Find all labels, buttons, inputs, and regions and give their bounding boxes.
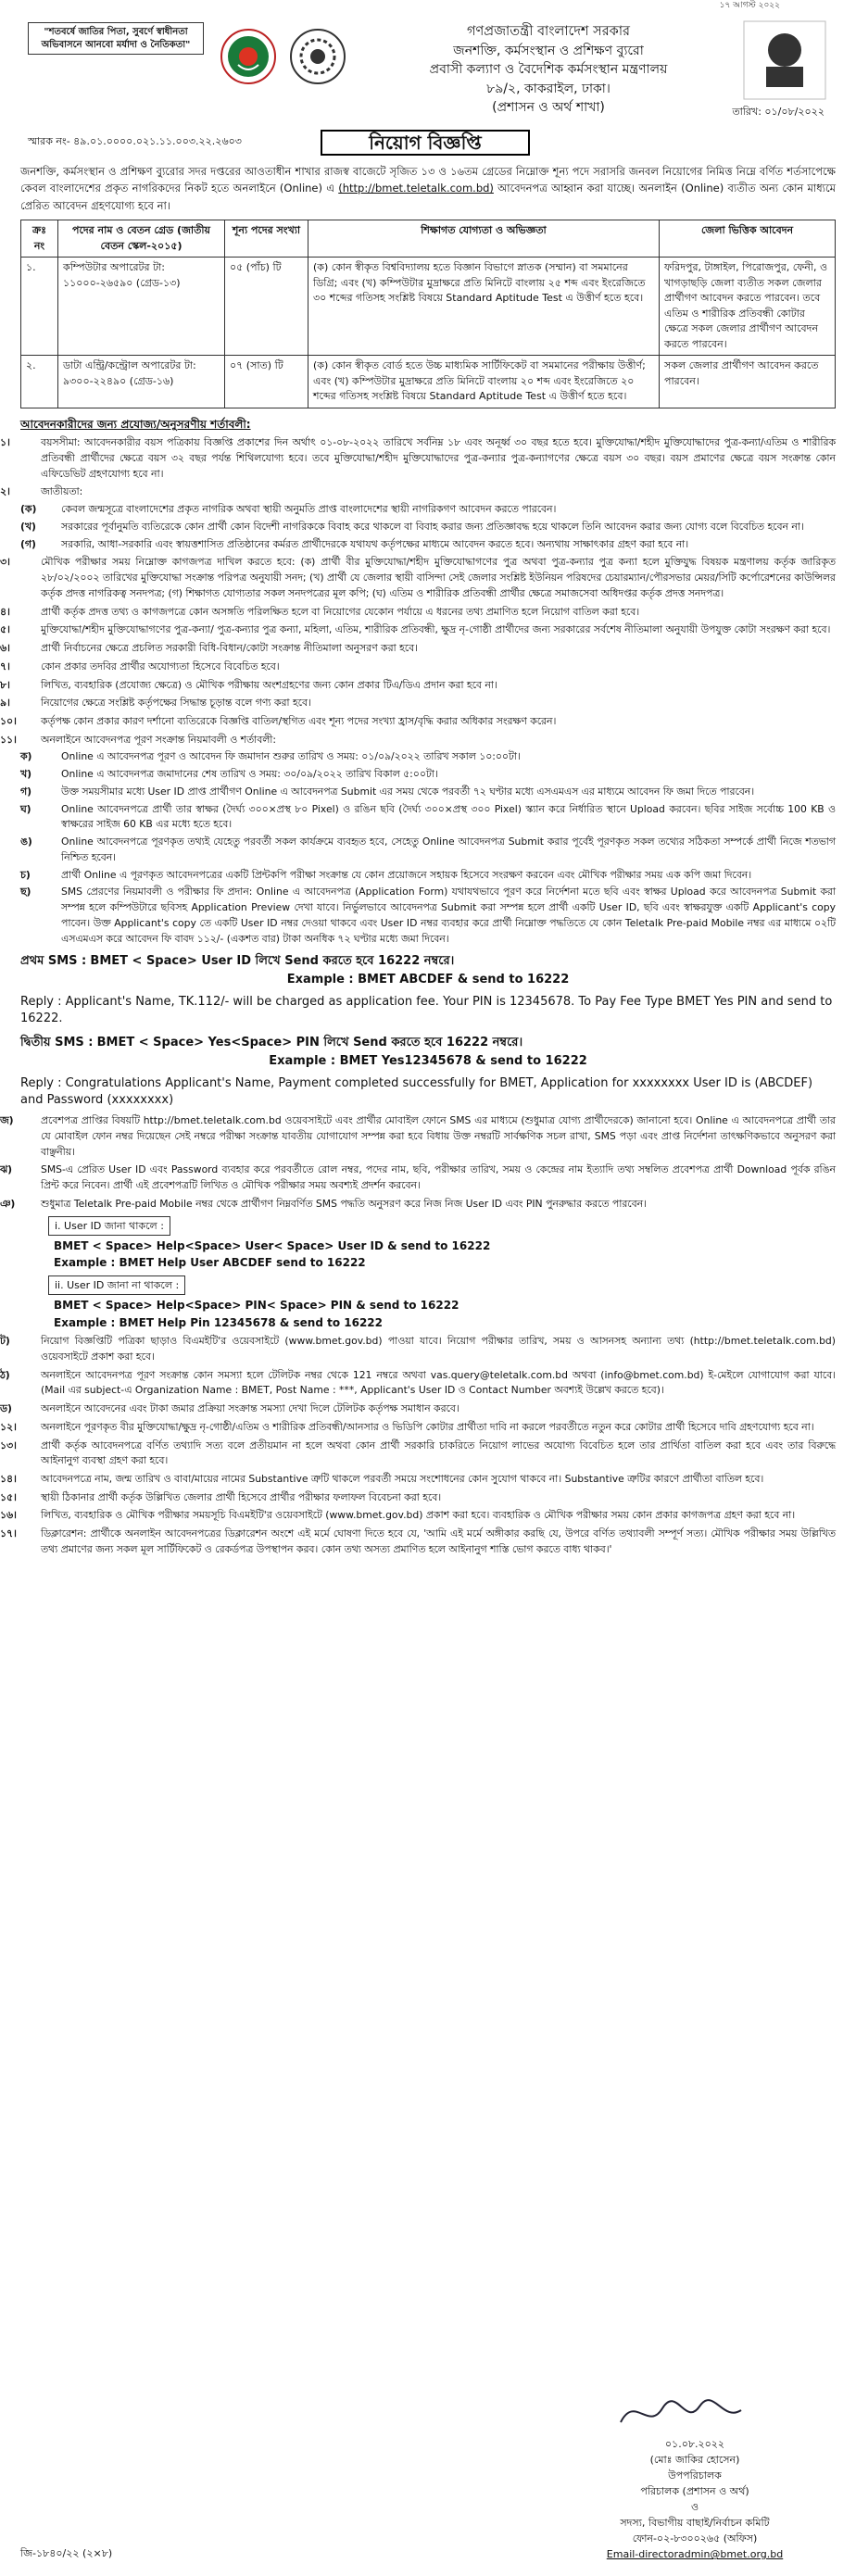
condition-text: শুধুমাত্র Teletalk Pre-paid Mobile নম্বর থেকে প্রার্থীগণ নিম্নবর্ণিত SMS পদ্ধতি অনুসরণ করে নিজ নিজ User ID এবং PIN পুনরুদ্ধার করতে পারবেন। bbox=[41, 1197, 647, 1210]
slogan-box: "শতবর্ষে জাতির পিতা, সুবর্ণে স্বাধীনতা অভিবাসনে আনবো মর্যাদা ও নৈতিকতা" bbox=[28, 22, 204, 55]
cell-post: ডাটা এন্ট্রি/কন্ট্রোল অপারেটর টা: ৯৩০০-২২৪৯০ (গ্রেড-১৬) bbox=[58, 356, 225, 408]
notice-date: তারিখ: ০১/০৮/২০২২ bbox=[732, 106, 825, 118]
condition-item bbox=[20, 537, 836, 553]
help-label-1: i. User ID জানা থাকলে : bbox=[48, 1216, 170, 1236]
condition-item bbox=[0, 605, 836, 621]
condition-number: ঙ) bbox=[20, 836, 32, 848]
condition-text: কেবল জন্মসূত্রে বাংলাদেশের প্রকৃত নাগরিক অথবা স্থায়ী অনুমতি প্রাপ্ত বাংলাদেশের স্থায়ী নাগরিকগণ আবেদন করতে পারবেন। bbox=[61, 503, 557, 516]
condition-item bbox=[0, 696, 836, 711]
condition-item bbox=[20, 785, 836, 800]
cell-sl: ১. bbox=[21, 258, 58, 356]
conditions-list-3 bbox=[0, 1334, 836, 1558]
condition-number: (ক) bbox=[20, 503, 37, 516]
condition-text: আবেদনপত্রে নাম, জন্ম তারিখ ও বাবা/মায়ের নামের Substantive ত্রুটি থাকলে পরবর্তী সময়ে সংশোধনের কোন সুযোগ থাকবে না। Substantive ত্রুটির কারণে প্রার্থীতা বাতিল হবে। bbox=[41, 1472, 764, 1485]
sms-reply-2: Reply : Congratulations Applicant's Name, Payment completed successfully for BMET, Application for xxxxxxxx User ID is (ABCDEF) and Password (xxxxxxxx) bbox=[20, 1075, 813, 1108]
col-qualification: শিক্ষাগত যোগ্যতা ও অভিজ্ঞতা bbox=[308, 220, 660, 258]
signatory-name: (মোঃ জাকির হোসেন) bbox=[649, 2454, 740, 2467]
cell-qualification: (ক) কোন স্বীকৃত বিশ্ববিদ্যালয় হতে বিজ্ঞান বিভাগে স্নাতক (সম্মান) বা সমমানের ডিগ্রি; এবং (খ) কম্পিউটার মুদ্রাক্ষরে প্রতি মিনিটে বাংলায় ২৫ শব্দ এবং ইংরেজিতে ৩০ শব্দের গতিসহ সংশ্লিষ্ট বিষয়ে Standard Aptitude Test এ উত্তীর্ণ হতে হবে। bbox=[308, 258, 660, 356]
condition-number: ঘ) bbox=[20, 802, 31, 815]
condition-number: ১২। bbox=[0, 1420, 17, 1433]
sms-first bbox=[20, 952, 836, 989]
condition-item bbox=[20, 885, 836, 947]
signature-block bbox=[556, 2390, 834, 2562]
condition-number: ২। bbox=[0, 485, 10, 498]
condition-text: Online আবেদনপত্রে পূরণকৃত তথ্যই যেহেতু পরবর্তী সকল কার্যক্রমে ব্যবহৃত হবে, সেহেতু Online আবেদনপত্র Submit করার পূর্বেই পূরণকৃত সকল তথ্যের সঠিকতা সম্পর্কে প্রার্থী নিজে শতভাগ নিশ্চিত হবেন। bbox=[61, 836, 836, 863]
condition-text: অনলাইনে আবেদনপত্র পূরণ সংক্রান্ত নিয়মাবলী ও শর্তাবলী: bbox=[41, 733, 276, 746]
help-line-1: BMET < Space> Help<Space> User< Space> User ID & send to 16222 bbox=[54, 1238, 491, 1252]
footer-code: জি-১৮৪০/২২ (২×৮) bbox=[20, 2547, 113, 2559]
sms-first-cmd: BMET < Space> User ID লিখে Send করতে হবে 16222 নম্বরে। bbox=[90, 954, 455, 969]
conditions-title: আবেদনকারীদের জন্য প্রযোজ্য/অনুসরণীয় শর্তাবলী: bbox=[20, 417, 251, 431]
condition-text: কোন প্রকার তদবির প্রার্থীর অযোগ্যতা হিসেবে বিবেচিত হবে। bbox=[41, 660, 280, 672]
condition-number: ১৩। bbox=[0, 1439, 17, 1451]
condition-text: অনলাইনে পূরণকৃত বীর মুক্তিযোদ্ধা/ক্ষুদ্র নৃ-গোষ্ঠী/এতিম ও শারীরিক প্রতিবন্ধী/আনসার ও ভিডিপি কোটার প্রার্থীতা দাবি না করলে পরবর্তীতে নতুন করে কোটার প্রার্থী হিসেবে দাবি গ্রহণযোগ্য হবে না। bbox=[41, 1420, 814, 1433]
intro-text2: আবেদনপত্র আহ্বান করা যাচ্ছে। অনলাইন (Online) ব্যতীত অন্য কোন মাধ্যমে প্রেরিত আবেদন গ্রহণযোগ্য হবে না। bbox=[20, 182, 837, 212]
cell-qualification: (ক) কোন স্বীকৃত বোর্ড হতে উচ্চ মাধ্যমিক সার্টিফিকেট বা সমমানের পরীক্ষায় উত্তীর্ণ; এবং (খ) কম্পিউটার মুদ্রাক্ষরে প্রতি মিনিটে বাংলায় ২০ শব্দ এবং ইংরেজিতে ২০ শব্দের গতিসহ সংশ্লিষ্ট বিষয়ে Standard Aptitude Test এ উত্তীর্ণ হতে হবে। bbox=[308, 356, 660, 408]
table-row bbox=[21, 258, 836, 356]
col-vacancy: শূন্য পদের সংখ্যা bbox=[225, 220, 308, 258]
condition-item bbox=[0, 1162, 836, 1193]
condition-item bbox=[20, 835, 836, 865]
notice-title: নিয়োগ বিজ্ঞপ্তি bbox=[321, 130, 530, 156]
help-example-2: Example : BMET Help Pin 12345678 & send to 16222 bbox=[54, 1315, 383, 1329]
condition-text: সরকারি, আধা-সরকারি এবং স্বায়ত্তশাসিত প্রতিষ্ঠানের কর্মরত প্রার্থীদেরকে যথাযথ কর্তৃপক্ষের মাধ্যমে আবেদন করতে হবে। অন্যথায় সাক্ষাৎকার গ্রহণ করা হবে না। bbox=[61, 537, 689, 550]
condition-number: ঝ) bbox=[0, 1163, 13, 1176]
intro-link[interactable]: (http://bmet.teletalk.com.bd) bbox=[338, 182, 494, 195]
cell-vacancy: ০৭ (সাত) টি bbox=[225, 356, 308, 408]
condition-text: জাতীয়তা: bbox=[41, 485, 83, 498]
signature-date: ০১.০৮.২০২২ bbox=[664, 2438, 725, 2450]
condition-number: জ) bbox=[0, 1114, 14, 1127]
mujib-centenary-logo-icon bbox=[743, 20, 826, 100]
condition-number: ঠ) bbox=[0, 1368, 10, 1381]
header-titles bbox=[354, 22, 743, 117]
condition-text: SMS প্রেরণের নিয়মাবলী ও পরীক্ষার ফি প্রদান: Online এ আবেদনপত্র (Application Form) যথাযথভাবে পূরণ করে নির্দেশনা মতে ছবি এবং স্বাক্ষর Upload করে আবেদনপত্র Submit করা সম্পন্ন হলে কম্পিউটারে ছবিসহ Application Preview দেখা যাবে। নির্ভুলভাবে আবেদনপত্র Submit করা সম্পন্ন হলে প্রার্থী একটি User ID, ছবি এবং স্বাক্ষরযুক্ত একটি Applicant's copy পাবেন। উক্ত Applicant's copy তে একটি User ID নম্বর দেওয়া থাকবে এবং User ID নম্বর ব্যবহার করে প্রার্থী নিম্নোক্ত পদ্ধতিতে যে কোন Teletalk Pre-paid Mobile নম্বর এর মাধ্যমে ০২টি এসএমএস করে আবেদন ফি বাবদ ১১২/- (একশত বার) টাকা অনধিক ৭২ ঘণ্টার মধ্যে জমা দিবেন। bbox=[61, 886, 836, 945]
sms-second bbox=[20, 1034, 836, 1071]
condition-text: নিয়োগের ক্ষেত্রে সংশ্লিষ্ট কর্তৃপক্ষের সিদ্ধান্ত চূড়ান্ত বলে গণ্য করা হবে। bbox=[41, 697, 311, 710]
col-sl: ক্রঃ নং bbox=[21, 220, 58, 258]
condition-item bbox=[0, 1527, 836, 1557]
conditions-list bbox=[0, 435, 836, 947]
condition-item bbox=[20, 502, 836, 518]
condition-number: ১১। bbox=[0, 733, 17, 746]
cell-district: সকল জেলার প্রার্থীগণ আবেদন করতে পারবেন। bbox=[660, 356, 836, 408]
sms-second-example: Example : BMET Yes12345678 & send to 16222 bbox=[269, 1054, 587, 1069]
col-district: জেলা ভিত্তিক আবেদন bbox=[660, 220, 836, 258]
condition-number: ৭। bbox=[0, 660, 10, 672]
condition-item bbox=[0, 641, 836, 657]
table-header-row bbox=[21, 220, 836, 258]
condition-item bbox=[0, 678, 836, 694]
memo-number: স্মারক নং- ৪৯.০১.০০০০.০২১.১১.০০৩.২২.২৬০৩ bbox=[28, 135, 242, 147]
condition-text: লিখিত, ব্যবহারিক (প্রযোজ্য ক্ষেত্রে) ও মৌখিক পরীক্ষায় অংশগ্রহণের জন্য কোন প্রকার টিএ/ডিএ প্রদান করা হবে না। bbox=[41, 678, 497, 691]
intro-text: জনশক্তি, কর্মসংস্থান ও প্রশিক্ষণ ব্যুরোর সদর দপ্তরের আওতাধীন শাখার রাজস্ব বাজেটে সৃজিত ১৩ ও ১৬তম গ্রেডের নিম্নোক্ত শূন্য পদে সরাসরি জনবল নিয়োগের নিমিত্ত নিম্নে বর্ণিত শর্তসাপেক্ষে কেবল বাংলাদেশের প্রকৃত নাগরিকদের নিকট হতে অনলাইনে (Online) এ bbox=[20, 165, 836, 195]
sms-second-label: দ্বিতীয় SMS : bbox=[20, 1036, 94, 1050]
condition-item bbox=[0, 555, 836, 601]
condition-item bbox=[0, 1401, 836, 1417]
help-line-2: BMET < Space> Help<Space> PIN< Space> PIN & send to 16222 bbox=[54, 1298, 459, 1312]
help-section bbox=[20, 1213, 836, 1331]
condition-text: প্রার্থী নির্বাচনের ক্ষেত্রে প্রচলিত সরকারী বিধি-বিধান/কোটা সংক্রান্ত নীতিমালা অনুসরণ করা হবে। bbox=[41, 642, 418, 655]
sms-first-label: প্রথম SMS : bbox=[20, 954, 87, 969]
condition-number: ক) bbox=[20, 750, 32, 763]
signatory-committee: সদস্য, বিভাগীয় বাছাই/নির্বাচন কমিটি bbox=[620, 2517, 770, 2530]
signatory-and: ও bbox=[690, 2501, 699, 2514]
condition-item bbox=[0, 1368, 836, 1399]
help-example-1: Example : BMET Help User ABCDEF send to 16222 bbox=[54, 1256, 366, 1270]
condition-item bbox=[0, 1113, 836, 1160]
condition-item bbox=[0, 1420, 836, 1436]
condition-number: ৮। bbox=[0, 678, 10, 691]
bureau-name: জনশক্তি, কর্মসংস্থান ও প্রশিক্ষণ ব্যুরো bbox=[453, 44, 644, 59]
condition-text: মুক্তিযোদ্ধা/শহীদ মুক্তিযোদ্ধাগণের পুত্র-কন্যা/ পুত্র-কন্যার পুত্র কন্যা, মহিলা, এতিম, শারীরিক প্রতিবন্ধী, ক্ষুদ্র নৃ-গোষ্ঠী প্রার্থীদের জন্য সরকারের সর্বশেষ নীতিমালা অনুযায়ী উপযুক্ত কোটা সংরক্ষণ করা হবে। bbox=[41, 623, 831, 636]
condition-item bbox=[0, 1490, 836, 1506]
conditions-list-2 bbox=[0, 1113, 836, 1212]
condition-number: ৯। bbox=[0, 697, 10, 710]
condition-text: বয়সসীমা: আবেদনকারীর বয়স পত্রিকায় বিজ্ঞপ্তি প্রকাশের দিন অর্থাৎ ০১-০৮-২০২২ তারিখে সর্বনিম্ন ১৮ এবং অনূর্ধ্ব ৩০ বছর হতে হবে। মুক্তিযোদ্ধা/শহীদ মুক্তিযোদ্ধাদের পুত্র-কন্যা/এতিম ও শারীরিক প্রতিবন্ধী প্রার্থীদের ক্ষেত্রে বয়স ৩২ বছর পর্যন্ত শিথিলযোগ্য হবে। তবে মুক্তিযোদ্ধা/শহীদ মুক্তিযোদ্ধাদের পুত্র-কন্যার পুত্র-কন্যাগণের ক্ষেত্রে বয়স ৩০ বছর। বয়স প্রমাণের ক্ষেত্রে বয়স সংক্রান্ত কোন এফিডেভিট গ্রহণযোগ্য হবে না। bbox=[41, 436, 836, 480]
condition-text: সরকারের পূর্বানুমতি ব্যতিরেকে কোন প্রার্থী কোন বিদেশী নাগরিককে বিবাহ করে থাকলে বা বিবাহ করার জন্য প্রতিজ্ঞাবদ্ধ হয়ে থাকলে তিনি আবেদন করার জন্য যোগ্য বলে বিবেচিত হবেন না। bbox=[61, 520, 804, 533]
condition-item bbox=[20, 749, 836, 765]
condition-item bbox=[0, 622, 836, 638]
sms-first-example: Example : BMET ABCDEF & send to 16222 bbox=[286, 973, 570, 987]
cell-post: কম্পিউটার অপারেটর টা: ১১০০০-২৬৫৯০ (গ্রেড-১৩) bbox=[58, 258, 225, 356]
condition-item bbox=[20, 802, 836, 833]
vacancy-table bbox=[20, 220, 836, 408]
condition-text: প্রার্থী Online এ পূরণকৃত আবেদনপত্রের একটি প্রিন্টকপি পরীক্ষা সংক্রান্ত যে কোন প্রয়োজনে সহায়ক হিসেবে সংরক্ষণ করবেন এবং মৌখিক পরীক্ষার সময় এক কপি জমা দিবেন। bbox=[61, 868, 752, 881]
condition-number: ড) bbox=[0, 1402, 12, 1415]
notice-header bbox=[20, 11, 836, 159]
condition-number: ১৪। bbox=[0, 1472, 17, 1485]
table-row bbox=[21, 356, 836, 408]
condition-text: লিখিত, ব্যবহারিক ও মৌখিক পরীক্ষার সময়সূচি বিএমইটি'র ওয়েবসাইটে (www.bmet.gov.bd) প্রকাশ করা হবে। ব্যবহারিক ও মৌখিক পরীক্ষার সময় কোন প্রকার কাগজপত্র গ্রহণ করা হবে না। bbox=[41, 1509, 796, 1522]
condition-text: নিয়োগ বিজ্ঞপ্তিটি পত্রিকা ছাড়াও বিএমইটি'র ওয়েবসাইটে (www.bmet.gov.bd) পাওয়া যাবে। নিয়োগ পরীক্ষার তারিখ, সময় ও আসনসহ অন্যান্য তথ্য (http://bmet.teletalk.com.bd) ওয়েবসাইটে প্রকাশ করা হবে। bbox=[41, 1335, 836, 1363]
condition-number: ১৭। bbox=[0, 1527, 17, 1540]
cell-district: ফরিদপুর, টাঙ্গাইল, পিরোজপুর, ফেনী, ও খাগড়াছড়ি জেলা ব্যতীত সকল জেলার প্রার্থীগণ আবেদন করতে পারবেন। তবে এতিম ও শারীরিক প্রতিবন্ধী কোটার ক্ষেত্রে সকল জেলার প্রার্থীগণ আবেদন করতে পারবেন। bbox=[660, 258, 836, 356]
condition-text: প্রবেশপত্র প্রাপ্তির বিষয়টি http://bmet.teletalk.com.bd ওয়েবসাইটে এবং প্রার্থীর মোবাইল ফোনে SMS এর মাধ্যমে (শুধুমাত্র যোগ্য প্রার্থীদেরকে) জানানো হবে। Online এ আবেদনপত্রে প্রার্থী তার যে মোবাইল ফোন নম্বর দিয়েছেন সেই নম্বরে পরীক্ষা সংক্রান্ত যাবতীয় যোগাযোগ সম্পন্ন করা হবে বিধায় উক্ত নম্বরটি সার্বক্ষণিক সচল রাখা, SMS পড়া এবং প্রাপ্ত নির্দেশনা তাৎক্ষণিকভাবে অনুসরণ করা বাঞ্ছনীয়। bbox=[41, 1114, 836, 1158]
condition-text: কর্তৃপক্ষ কোন প্রকার কারণ দর্শানো ব্যতিরেকে বিজ্ঞপ্তি বাতিল/স্থগিত এবং শূন্য পদের সংখ্যা হ্রাস/বৃদ্ধি করার অধিকার সংরক্ষণ করেন। bbox=[41, 715, 557, 728]
top-strip bbox=[20, 0, 836, 11]
condition-text: Online এ আবেদনপত্র জমাদানের শেষ তারিখ ও সময়: ৩০/০৯/২০২২ তারিখ বিকাল ৫:০০টা। bbox=[61, 768, 438, 781]
col-post: পদের নাম ও বেতন গ্রেড (জাতীয় বেতন স্কেল-২০১৫) bbox=[58, 220, 225, 258]
condition-text: SMS-এ প্রেরিত User ID এবং Password ব্যবহার করে পরবর্তীতে রোল নম্বর, পদের নাম, ছবি, পরীক্ষার তারিখ, সময় ও কেন্দ্রের নাম ইত্যাদি তথ্য সম্বলিত প্রবেশপত্র প্রার্থী Download পূর্বক রঙিন প্রিন্ট করে নিবেন। প্রার্থী এই প্রবেশপত্রটি লিখিত ও মৌখিক পরীক্ষার সময় অবশ্যই প্রদর্শন করবেন। bbox=[41, 1163, 836, 1192]
condition-number: ১৫। bbox=[0, 1490, 17, 1503]
condition-text: Online আবেদনপত্রে প্রার্থী তার স্বাক্ষর (দৈর্ঘ্য ৩০০×প্রস্থ ৮০ Pixel) ও রঙিন ছবি (দৈর্ঘ্য ৩০০×প্রস্থ ৩০০ Pixel) স্ক্যান করে নির্ধারিত স্থানে Upload করবেন। ছবির সাইজ সর্বোচ্চ 100 KB ও স্বাক্ষরের সাইজ 60 KB এর মধ্যে হতে হবে। bbox=[61, 802, 836, 831]
address: ৮৯/২, কাকরাইল, ঢাকা। bbox=[486, 81, 611, 96]
condition-text: ডিক্লারেশন: প্রার্থীকে অনলাইন আবেদনপত্রের ডিক্লারেশন অংশে এই মর্মে ঘোষণা দিতে হবে যে, 'আমি এই মর্মে অঙ্গীকার করছি যে, উপরে বর্ণিত তথ্যাবলী সম্পূর্ণ সত্য। মৌখিক পরীক্ষার সময় উল্লিখিত তথ্য প্রমাণের জন্য সকল মূল সার্টিফিকেট ও রেকর্ডপত্র উপস্থাপন করব। কোন তথ্য অসত্য প্রমাণিত হলে আইনানুগ শাস্তি ভোগ করতে বাধ্য থাকব।' bbox=[41, 1527, 836, 1555]
condition-text: Online এ আবেদনপত্র পূরণ ও আবেদন ফি জমাদান শুরুর তারিখ ও সময়: ০১/০৯/২০২২ তারিখ সকাল ১০:০০টা। bbox=[61, 750, 521, 763]
ministry-name: প্রবাসী কল্যাণ ও বৈদেশিক কর্মসংস্থান মন্ত্রণালয় bbox=[429, 62, 668, 78]
condition-item bbox=[0, 1472, 836, 1488]
condition-text: অনলাইনে আবেদনের এবং টাকা জমার প্রক্রিয়া সংক্রান্ত সমস্যা দেখা দিলে টেলিটক কর্তৃপক্ষ সমাধান করবে। bbox=[41, 1402, 459, 1415]
condition-number: ৪। bbox=[0, 605, 10, 618]
condition-number: ঞ) bbox=[0, 1197, 16, 1210]
condition-number: চ) bbox=[20, 868, 31, 881]
condition-number: (খ) bbox=[20, 520, 36, 533]
sms-reply-1: Reply : Applicant's Name, TK.112/- will be charged as application fee. Your PIN is 12345678. To Pay Fee Type BMET Yes PIN and send to 16222. bbox=[20, 994, 833, 1026]
government-seal-icon bbox=[220, 28, 277, 85]
signatory-title: উপপরিচালক bbox=[668, 2469, 722, 2482]
condition-number: ৬। bbox=[0, 642, 10, 655]
condition-text: প্রার্থী কর্তৃক প্রদত্ত তথ্য ও কাগজপত্রে কোন অসঙ্গতি পরিলক্ষিত হলে বা নিয়োগের যেকোন পর্যায়ে এ ধরনের তথ্য প্রমাণিত হলে নিয়োগ বাতিল করা হবে। bbox=[41, 605, 640, 618]
branch-name: (প্রশাসন ও অর্থ শাখা) bbox=[492, 99, 605, 115]
condition-number: ১৬। bbox=[0, 1509, 17, 1522]
cell-vacancy: ০৫ (পাঁচ) টি bbox=[225, 258, 308, 356]
govt-name: গণপ্রজাতন্ত্রী বাংলাদেশ সরকার bbox=[466, 24, 630, 39]
condition-number: খ) bbox=[20, 768, 32, 781]
bmet-logo-icon bbox=[289, 28, 346, 85]
condition-number: গ) bbox=[20, 785, 32, 798]
condition-number: ৩। bbox=[0, 556, 10, 569]
condition-item bbox=[0, 660, 836, 675]
condition-item bbox=[20, 868, 836, 884]
condition-item bbox=[0, 733, 836, 748]
condition-text: স্থায়ী ঠিকানার প্রার্থী কর্তৃক উল্লিখিত জেলার প্রার্থী হিসেবে প্রার্থীর পরীক্ষার ফলাফল বিবেচনা করা হবে। bbox=[41, 1490, 442, 1503]
condition-item bbox=[20, 520, 836, 535]
condition-item bbox=[0, 1508, 836, 1524]
condition-item bbox=[0, 435, 836, 482]
sms-second-cmd: BMET < Space> Yes<Space> PIN লিখে Send করতে হবে 16222 নম্বরে। bbox=[96, 1036, 523, 1050]
signatory-email[interactable]: Email-directoradmin@bmet.org.bd bbox=[606, 2548, 784, 2561]
newspaper-date-strip: ১৭ আগস্ট ২০২২ bbox=[719, 1, 780, 10]
condition-number: ৫। bbox=[0, 623, 10, 636]
condition-item bbox=[0, 1334, 836, 1364]
condition-number: ১০। bbox=[0, 715, 17, 728]
signatory-phone: ফোন-০২-৮৩০০২৬৫ (অফিস) bbox=[632, 2532, 758, 2545]
condition-item bbox=[0, 714, 836, 730]
condition-text: মৌখিক পরীক্ষার সময় নিম্নোক্ত কাগজপত্র দাখিল করতে হবে: (ক) প্রার্থী বীর মুক্তিযোদ্ধা/শহীদ মুক্তিযোদ্ধাগণের পুত্র অথবা পুত্র-কন্যার পুত্র কন্যা হলে মুক্তিযুদ্ধ বিষয়ক মন্ত্রণালয় কর্তৃক জারিকৃত ২৮/০২/২০০২ তারিখের মুক্তিযোদ্ধা সংক্রান্ত পরিপত্র অনুযায়ী সনদ; (খ) প্রার্থী যে জেলার স্থায়ী বাসিন্দা সেই জেলার সংশ্লিষ্ট ইউনিয়ন পরিষদের চেয়ারম্যান/পৌরসভার মেয়র/সিটি কর্পোরেশনের কাউন্সিলর কর্তৃক প্রদত্ত নাগরিকত্ব সনদপত্র; (গ) শিক্ষাগত যোগ্যতার সকল সনদপত্রের মূল কপি; (ঘ) এতিম ও শারীরিক প্রতিবন্ধী প্রার্থীর ক্ষেত্রে সমাজসেবা অধিদপ্তর কর্তৃক প্রদত্ত সনদপত্র। bbox=[41, 556, 836, 599]
condition-number: ট) bbox=[0, 1335, 10, 1348]
condition-item bbox=[20, 767, 836, 783]
condition-number: (গ) bbox=[20, 537, 36, 550]
condition-number: ১। bbox=[0, 436, 10, 449]
intro-paragraph bbox=[20, 163, 836, 214]
condition-item bbox=[0, 1439, 836, 1469]
condition-text: প্রার্থী কর্তৃক আবেদনপত্রে বর্ণিত তথ্যাদি সত্য বলে প্রতীয়মান না হলে অথবা কোন প্রার্থী সরকারি চাকরিতে নিয়োগ লাভের অযোগ্য বিবেচিত হলে তার প্রার্থিতা বাতিল করা হবে এবং তার বিরুদ্ধে আইনানুগ ব্যবস্থা গ্রহণ করা হবে। bbox=[41, 1439, 836, 1467]
condition-text: অনলাইনে আবেদনপত্র পূরণ সংক্রান্ত কোন সমস্যা হলে টেলিটক নম্বর থেকে 121 নম্বরে অথবা vas.query@teletalk.com.bd অথবা (info@bmet.com.bd) ই-মেইলে যোগাযোগ করা যাবে। (Mail এর subject-এ Organization Name : BMET, Post Name : ***, Applicant's User ID ও Contact Number অবশ্যই উল্লেখ করতে হবে)। bbox=[41, 1368, 836, 1397]
help-label-2: ii. User ID জানা না থাকলে : bbox=[48, 1275, 185, 1295]
condition-text: উক্ত সময়সীমার মধ্যে User ID প্রাপ্ত প্রার্থীগণ Online এ আবেদনপত্র Submit এর সময় থেকে পরবর্তী ৭২ ঘণ্টার মধ্যে এসএমএস এর মাধ্যমে আবেদন ফি জমা দিতে পারবেন। bbox=[61, 785, 755, 798]
cell-sl: ২. bbox=[21, 356, 58, 408]
condition-item bbox=[0, 1197, 836, 1213]
signatory-title-2: পরিচালক (প্রশাসন ও অর্থ) bbox=[640, 2485, 749, 2498]
condition-item bbox=[0, 484, 836, 500]
condition-number: ছ) bbox=[20, 886, 31, 898]
signature-icon bbox=[611, 2390, 778, 2436]
